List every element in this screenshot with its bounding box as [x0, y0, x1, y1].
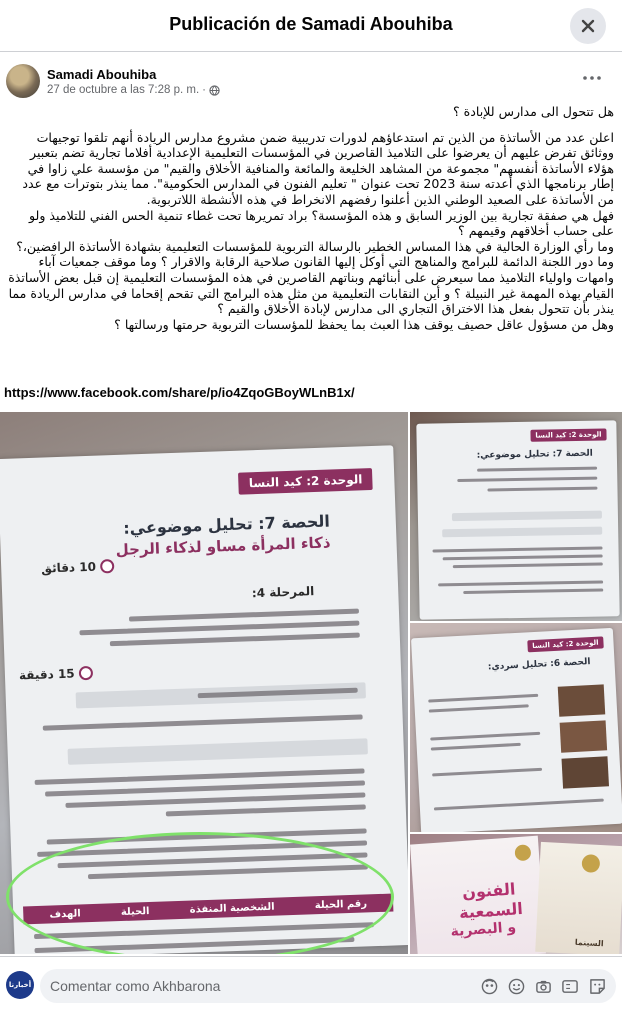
- section-bar: [68, 738, 368, 764]
- globe-icon: [209, 85, 220, 96]
- text-line: [443, 555, 603, 561]
- book-cover: [410, 836, 546, 954]
- text-line: [453, 563, 603, 569]
- text-line: [432, 768, 542, 777]
- timer-label: [41, 559, 114, 576]
- more-options-button[interactable]: [580, 70, 604, 86]
- timer-label: [19, 666, 93, 683]
- section-bar: [442, 527, 602, 538]
- commenter-avatar[interactable]: أخبارنا: [6, 971, 34, 999]
- gif-icon: [561, 978, 579, 995]
- comment-box[interactable]: [40, 969, 616, 1003]
- book-title-line: الفنون: [461, 879, 517, 903]
- post-paragraph: اعلن عدد من الأساتذة من الذين تم استدعاؤهم لدورات تدريبية ضمن مشروع مدارس الريادة أنهم تلقوا توجيهات ووثائق تفرض عليهم أن يعرضوا على التلاميذ القاصرين في المؤسسات التعليمية الإعدادية أفلاما تجارية تضم بتعبير هؤلاء الأساتذة أنفسهم" مجموعة من المشاهد الخليعة والمائعة والمنافية الأخلاق والقيم" من مؤسسة علي زاوا في إطار برنامجها الذي أعدته سنة 2023 تحت عنوان " تعليم الفنون في المدارس الحكومية". مما ينذر بتوترات مع عدد من الأساتذة على الصعيد الوطني الذين أعلنوا رفضهم الانخراط في هذه الأنشطة اللاتربوية.: [22, 129, 614, 207]
- post-meta: [47, 84, 220, 96]
- unit-banner: الوحدة 2: كيد النسا: [238, 468, 372, 495]
- more-dots-icon: [583, 76, 601, 80]
- stage-label: المرحلة 4:: [251, 584, 315, 601]
- camera-icon: [535, 978, 552, 995]
- close-icon: [580, 18, 596, 34]
- text-line: [129, 609, 359, 622]
- text-line: [487, 487, 597, 492]
- text-line: [166, 804, 366, 816]
- lesson-title: الحصة 7: تحليل موضوعي:: [476, 448, 593, 461]
- highlight-loop: [6, 832, 394, 954]
- book-emblem: [581, 854, 600, 873]
- post-link[interactable]: https://www.facebook.com/share/p/io4ZqoGBoyWLnB1x/: [4, 385, 355, 400]
- camera-button[interactable]: [534, 977, 552, 995]
- modal-header: [0, 0, 622, 52]
- book-cover: [535, 842, 622, 954]
- author-name[interactable]: Samadi Abouhiba: [47, 67, 157, 82]
- film-still: [562, 756, 610, 788]
- modal-title: Publicación de Samadi Abouhiba: [169, 14, 453, 34]
- book-side-text: السينما: [574, 937, 604, 949]
- post-paragraph: هل تتحول الى مدارس للإبادة ؟: [452, 104, 614, 119]
- post-header: [0, 52, 622, 102]
- text-line: [457, 477, 597, 482]
- emoji-button[interactable]: [507, 977, 525, 995]
- text-line: [428, 694, 538, 703]
- text-line: [43, 714, 363, 730]
- photo-thumb-2[interactable]: [410, 623, 622, 832]
- table-header-cell: رقم الحيلة: [314, 897, 368, 911]
- text-line: [477, 467, 597, 472]
- comment-bar: [0, 956, 622, 1014]
- table-header-cell: الهدف: [49, 907, 81, 921]
- photo-thumb-1[interactable]: [410, 412, 622, 621]
- post-paragraph: فهل هي صفقة تجارية بين الوزير السابق و هذه المؤسسة؟ براد تمريرها تحت غطاء تنمية الحس الفني للتلاميذ ولو على حساب أخلاقهم وقيمهم ؟: [29, 207, 614, 239]
- lesson-subtitle: ذكاء المرأة مساو لذكاء الرجل: [115, 533, 331, 559]
- comment-input[interactable]: [50, 969, 460, 1003]
- unit-banner: الوحدة 2: كيد النسا: [527, 636, 604, 652]
- avatar-sticker-icon: [481, 978, 498, 995]
- post-paragraph: وهل من مسؤول عاقل حصيف يوقف هذا العبث بما يحفظ للمؤسسات التربوية حرمتها ورسالتها ؟: [114, 316, 614, 332]
- lesson-title: الحصة 7: تحليل موضوعي:: [122, 511, 331, 538]
- film-still: [560, 720, 608, 752]
- sticker-icon: [589, 978, 606, 995]
- avatar-sticker-button[interactable]: [480, 977, 498, 995]
- photo-thumb-3[interactable]: [410, 834, 622, 954]
- text-line: [434, 799, 604, 811]
- text-line: [110, 633, 360, 647]
- author-avatar[interactable]: [6, 64, 40, 98]
- text-line: [430, 732, 540, 741]
- text-line: [463, 589, 603, 594]
- post-paragraph: وما رأي الوزارة الحالية في هذا المساس الخطير بالرسالة التربوية للمؤسسات التعليمية بشهادة الأساتذة الرافضين،؟ وما دور اللجنة الدائمة للبرامج والمناهج التي أوكل إليها القانون صلاحية الرقابة والاقرار ؟ وما موقف جمعيات آباء وامهات واولياء التلاميذ مما سيعرض على أبنائهم وبناتهم القاصرين في هذه المؤسسات التعليمية إن قبل بعض الأساتذة القيام بهذه المهمة غير النبيلة ؟ و أين النقابات التعليمية من مثل هذه البرامج التي تقحم إقحاما في مدارس الريادة مما ينذر بأن تتحول بفعل هذا الاختراق التجاري الى مدارس لإبادة الأخلاق والقيم ؟: [8, 238, 614, 317]
- book-emblem: [514, 844, 531, 861]
- emoji-icon: [508, 978, 525, 995]
- timer-icon: [100, 559, 114, 573]
- table-header-cell: الشخصية المنفذة: [189, 901, 275, 916]
- meta-separator: ·: [202, 84, 206, 96]
- text-line: [433, 547, 603, 553]
- text-line: [429, 704, 529, 712]
- text-line: [438, 581, 603, 587]
- sticker-button[interactable]: [588, 977, 606, 995]
- photo-main[interactable]: [0, 412, 408, 954]
- section-bar: [452, 511, 602, 522]
- film-still: [558, 684, 606, 716]
- close-button[interactable]: [570, 8, 606, 44]
- text-line: [431, 743, 521, 751]
- unit-banner: الوحدة 2: كيد النسا: [530, 428, 606, 441]
- comment-tools: [480, 977, 606, 995]
- timer-icon: [78, 666, 92, 680]
- table-header-cell: الحيلة: [120, 905, 150, 918]
- gif-button[interactable]: [561, 977, 579, 995]
- book-title-line: السمعية: [458, 898, 524, 923]
- post-timestamp[interactable]: 27 de octubre a las 7:28 p. m.: [47, 84, 200, 96]
- textbook-page: [411, 628, 622, 832]
- post-text: [4, 104, 614, 332]
- textbook-page: [416, 420, 619, 619]
- lesson-title: الحصة 6: تحليل سردي:: [487, 657, 591, 673]
- book-title-line: و البصرية: [450, 919, 517, 940]
- timer-text: 10 دقائق: [41, 559, 97, 576]
- photo-grid: [0, 412, 622, 954]
- timer-text: 15 دقيقة: [18, 666, 75, 683]
